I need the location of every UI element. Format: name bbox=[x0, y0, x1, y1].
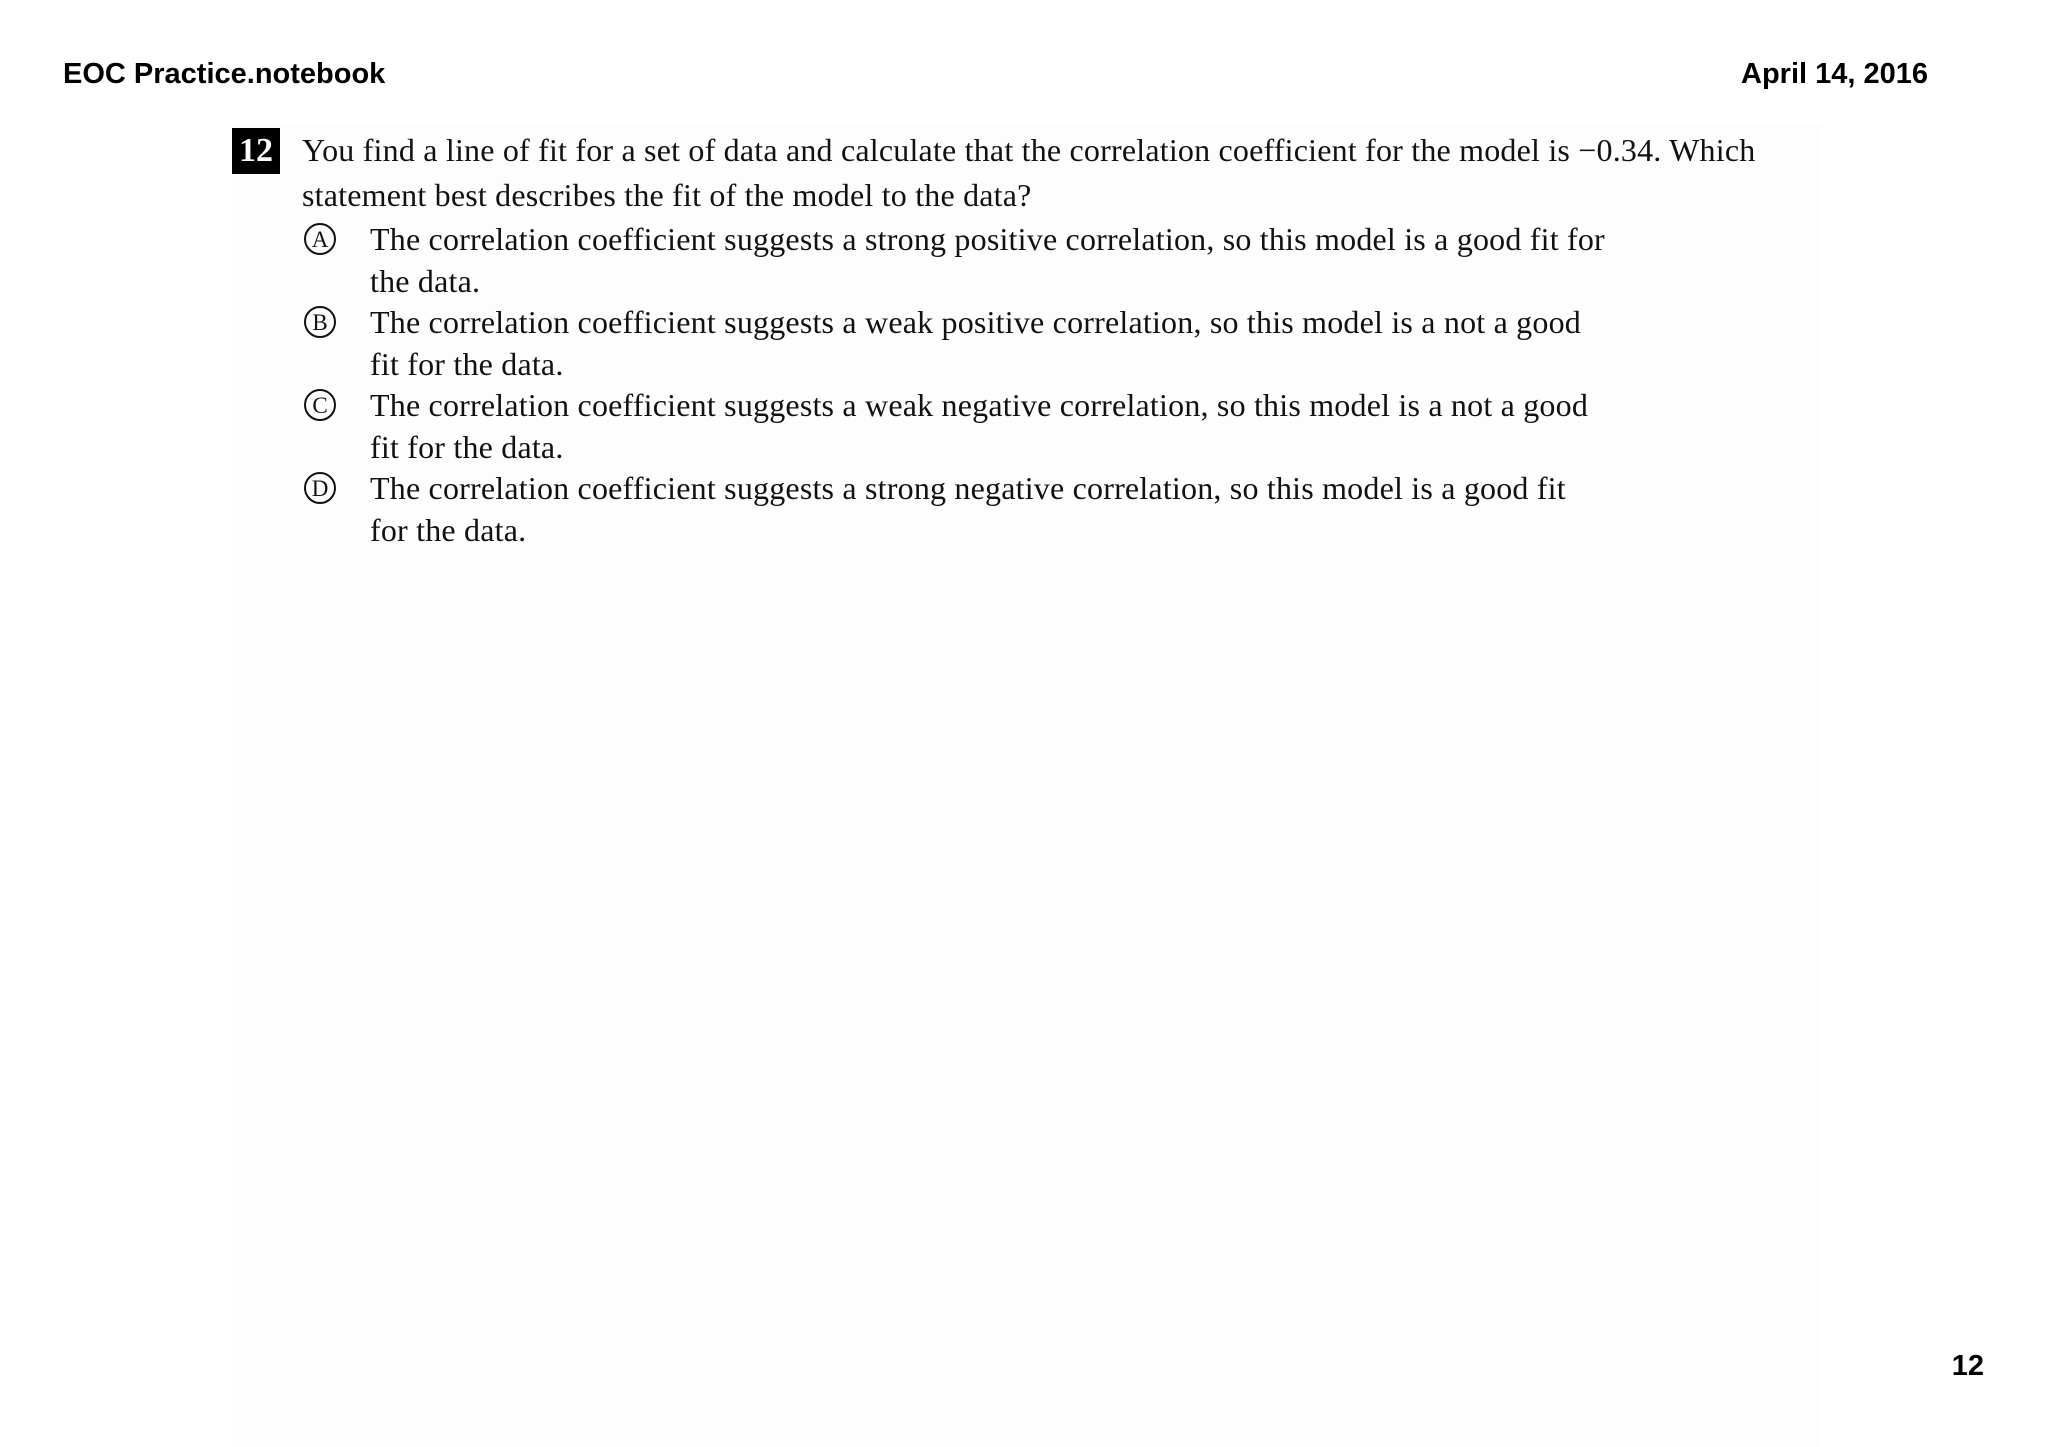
option-b-text: The correlation coefficient suggests a weak positive correlation, so this model is a not a good fit for the data. bbox=[370, 304, 1581, 382]
page-date: April 14, 2016 bbox=[1741, 58, 1928, 90]
notebook-title: EOC Practice.notebook bbox=[63, 58, 386, 90]
option-c bbox=[304, 387, 1604, 470]
option-d-letter: D bbox=[304, 472, 336, 504]
question-stem: You find a line of fit for a set of data and calculate that the correlation coefficient for the model is −0.34. Which statement best describes the fit of the model to the data? bbox=[302, 132, 1756, 213]
option-a-text: The correlation coefficient suggests a strong positive correlation, so this model is a good fit for the data. bbox=[370, 221, 1605, 299]
option-a bbox=[304, 221, 1604, 304]
answer-options bbox=[304, 221, 1604, 553]
option-a-letter: A bbox=[304, 223, 336, 255]
option-c-text: The correlation coefficient suggests a weak negative correlation, so this model is a not a good fit for the data. bbox=[370, 387, 1589, 465]
page-number: 12 bbox=[1951, 1350, 1984, 1382]
option-c-letter: C bbox=[304, 389, 336, 421]
option-d bbox=[304, 470, 1604, 553]
option-b bbox=[304, 304, 1604, 387]
option-b-letter: B bbox=[304, 306, 336, 338]
option-d-text: The correlation coefficient suggests a strong negative correlation, so this model is a good fit for the data. bbox=[370, 470, 1566, 548]
question-number-badge: 12 bbox=[232, 128, 280, 174]
